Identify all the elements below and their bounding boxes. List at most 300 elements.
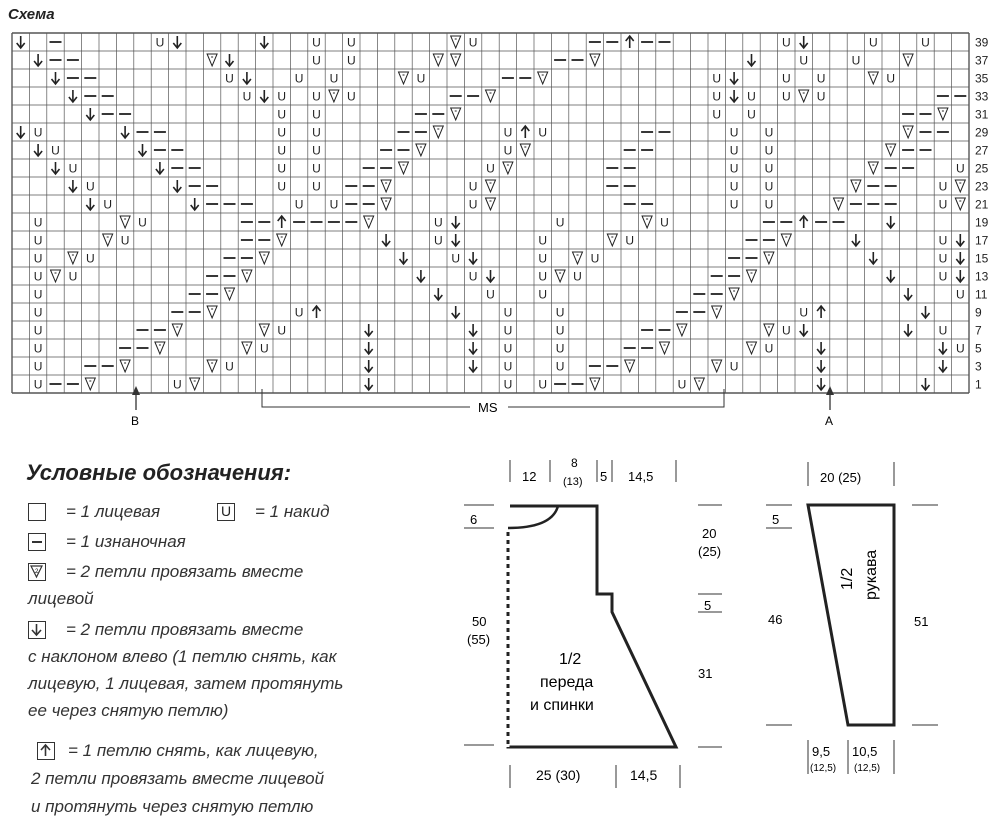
row-number: 35 xyxy=(975,71,989,86)
yarn-over-symbol xyxy=(312,108,321,122)
svg-text:U: U xyxy=(712,107,722,122)
sleeve-top-20: 20 (25) xyxy=(820,470,862,485)
yarn-over-symbol xyxy=(782,72,791,86)
k2tog-symbol xyxy=(903,54,913,66)
svg-text:U: U xyxy=(938,323,948,338)
yarn-over-symbol xyxy=(556,324,565,338)
ssk-left-symbol xyxy=(191,198,199,210)
yarn-over-symbol xyxy=(504,360,513,374)
k2tog-symbol xyxy=(520,144,530,156)
yarn-over-symbol xyxy=(921,36,930,50)
svg-text:U: U xyxy=(921,35,930,50)
row-number: 7 xyxy=(975,323,982,338)
svg-text:U: U xyxy=(68,161,78,176)
svg-text:U: U xyxy=(729,197,739,212)
k2tog-symbol xyxy=(868,72,878,84)
marker-a-label: A xyxy=(825,414,834,428)
svg-text:U: U xyxy=(468,197,478,212)
ssk-left-symbol xyxy=(800,36,808,48)
svg-text:U: U xyxy=(486,287,495,302)
yarn-over-symbol xyxy=(312,144,321,158)
svg-text:U: U xyxy=(712,71,722,86)
svg-text:U: U xyxy=(764,197,774,212)
yarn-over-symbol xyxy=(538,378,547,392)
ssk-left-symbol xyxy=(939,360,947,372)
stitch-grid xyxy=(17,36,967,392)
sleeve-height-51: 51 xyxy=(914,614,929,629)
yarn-over-symbol xyxy=(730,360,739,374)
svg-text:U: U xyxy=(277,89,287,104)
yarn-over-symbol xyxy=(939,198,948,212)
svg-text:U: U xyxy=(938,197,948,212)
yarn-over-symbol xyxy=(556,306,565,320)
k2tog-symbol xyxy=(938,108,948,120)
k2tog-symbol xyxy=(764,252,774,264)
svg-text:U: U xyxy=(816,89,826,104)
yarn-over-symbol xyxy=(312,180,321,194)
row-number: 17 xyxy=(975,233,989,248)
yarn-over-symbol xyxy=(469,36,478,50)
k2tog-symbol xyxy=(486,198,496,210)
svg-text:U: U xyxy=(955,287,965,302)
yarn-over-symbol xyxy=(434,216,443,230)
legend-heading: Условные обозначения: xyxy=(26,460,292,485)
ssk-left-symbol xyxy=(365,378,373,390)
legend-sk2p-line2: 2 петли провязать вместе лицевой xyxy=(31,769,325,788)
k2tog-symbol xyxy=(207,360,217,372)
svg-text:U: U xyxy=(346,53,356,68)
repeat-bracket-left xyxy=(262,389,470,407)
yarn-over-symbol xyxy=(295,306,304,320)
ssk-left-symbol xyxy=(365,360,373,372)
svg-text:U: U xyxy=(729,179,739,194)
grid-lines xyxy=(12,33,969,393)
svg-text:U: U xyxy=(955,341,965,356)
yarn-over-symbol xyxy=(86,180,95,194)
legend-purl: = 1 изнаночная xyxy=(66,532,186,551)
ssk-left-symbol xyxy=(469,252,477,264)
svg-text:U: U xyxy=(225,71,234,86)
yarn-over-symbol xyxy=(747,108,756,122)
svg-text:U: U xyxy=(312,161,321,176)
k2tog-symbol xyxy=(955,180,965,192)
ssk-left-symbol xyxy=(34,54,42,66)
k2tog-symbol xyxy=(747,342,757,354)
yarn-over-symbol xyxy=(556,216,565,230)
k2tog-symbol xyxy=(381,180,391,192)
row-number: 23 xyxy=(975,179,989,194)
yarn-over-symbol xyxy=(34,216,43,230)
sleeve-bottom-10-5: 10,5 xyxy=(852,744,878,759)
ssk-left-symbol xyxy=(243,72,251,84)
marker-b-label: B xyxy=(131,414,140,428)
ssk-left-symbol xyxy=(904,288,912,300)
k2tog-symbol xyxy=(155,342,165,354)
ssk-left-symbol xyxy=(365,342,373,354)
yarn-over-symbol xyxy=(347,54,356,68)
svg-text:U: U xyxy=(781,89,791,104)
sk2p-center-symbol xyxy=(800,216,808,228)
ssk-left-symbol xyxy=(69,180,77,192)
svg-text:U: U xyxy=(868,35,878,50)
ssk-left-symbol xyxy=(452,216,460,228)
ssk-left-symbol xyxy=(121,126,129,138)
k2tog-symbol xyxy=(120,216,130,228)
repeat-label: MS xyxy=(478,400,498,415)
yarn-over-symbol xyxy=(765,162,774,176)
svg-text:U: U xyxy=(503,143,513,158)
yarn-over-symbol xyxy=(277,108,286,122)
svg-text:U: U xyxy=(729,161,739,176)
svg-text:U: U xyxy=(33,269,43,284)
yarn-over-symbol xyxy=(939,252,948,266)
svg-text:U: U xyxy=(573,269,582,284)
svg-text:U: U xyxy=(312,89,321,104)
svg-text:U: U xyxy=(68,269,78,284)
k2tog-symbol xyxy=(120,360,130,372)
k2tog-symbol xyxy=(503,162,513,174)
yarn-over-symbol xyxy=(504,324,513,338)
row-number: 19 xyxy=(975,215,989,230)
k2tog-symbol xyxy=(68,252,78,264)
neckline xyxy=(508,506,558,528)
yarn-over-symbol xyxy=(939,270,948,284)
svg-text:U: U xyxy=(938,233,948,248)
k2tog-symbol xyxy=(573,252,583,264)
yarn-over-symbol xyxy=(312,126,321,140)
ssk-left-symbol xyxy=(260,90,268,102)
row-number: 1 xyxy=(975,377,982,392)
yarn-over-symbol xyxy=(782,324,791,338)
body-label-back: и спинки xyxy=(530,697,594,714)
svg-text:U: U xyxy=(468,179,478,194)
ssk-left-symbol xyxy=(156,162,164,174)
svg-text:U: U xyxy=(799,53,809,68)
svg-text:U: U xyxy=(799,305,809,320)
k2tog-symbol xyxy=(886,144,896,156)
k2tog-symbol xyxy=(399,162,409,174)
svg-text:U: U xyxy=(277,323,287,338)
yarn-over-symbol xyxy=(69,270,78,284)
ssk-left-symbol xyxy=(382,234,390,246)
k2tog-symbol xyxy=(625,360,635,372)
ssk-left-symbol xyxy=(869,252,877,264)
row-number: 33 xyxy=(975,89,989,104)
yarn-over-symbol xyxy=(277,162,286,176)
k2tog-symbol xyxy=(364,216,374,228)
body-height-50: 50 xyxy=(472,614,487,629)
yarn-over-symbol xyxy=(869,36,878,50)
yarn-over-symbol xyxy=(121,234,130,248)
yarn-over-symbol xyxy=(34,252,43,266)
k2tog-symbol xyxy=(660,342,670,354)
yarn-over-symbol xyxy=(730,162,739,176)
k2tog-symbol xyxy=(590,378,600,390)
body-top-5: 5 xyxy=(600,469,608,484)
k2tog-symbol xyxy=(207,54,217,66)
k2tog-symbol xyxy=(242,342,252,354)
yarn-over-symbol xyxy=(312,90,321,104)
legend-ssk-line1: = 2 петли провязать вместе xyxy=(66,620,304,639)
svg-text:U: U xyxy=(120,233,130,248)
yarn-over-symbol xyxy=(660,216,669,230)
ssk-left-symbol xyxy=(922,378,930,390)
yarn-over-symbol xyxy=(765,342,774,356)
svg-text:U: U xyxy=(155,35,165,50)
sk2p-symbol-icon xyxy=(37,742,55,760)
row-number: 31 xyxy=(975,107,989,122)
sleeve-bottom-12-5-a: (12,5) xyxy=(810,763,837,774)
yarn-over-symbol xyxy=(712,90,721,104)
k2tog-symbol xyxy=(955,198,965,210)
yarn-over-symbol xyxy=(469,270,478,284)
yarn-over-symbol xyxy=(538,270,547,284)
body-neck-6: 6 xyxy=(470,512,478,527)
k2tog-symbol xyxy=(712,360,722,372)
svg-text:U: U xyxy=(294,197,304,212)
yarn-over-symbol xyxy=(469,198,478,212)
svg-text:U: U xyxy=(468,35,478,50)
svg-text:U: U xyxy=(764,341,774,356)
yarn-over-symbol xyxy=(538,288,547,302)
k2tog-symbol xyxy=(416,144,426,156)
k2tog-symbol xyxy=(799,90,809,102)
k2tog-symbol xyxy=(172,324,182,336)
yarn-over-symbol xyxy=(730,198,739,212)
ssk-left-symbol xyxy=(852,234,860,246)
ssk-left-symbol xyxy=(956,270,964,282)
ssk-left-symbol xyxy=(487,270,495,282)
row-number: 5 xyxy=(975,341,982,356)
svg-text:U: U xyxy=(764,143,774,158)
svg-text:U: U xyxy=(33,215,43,230)
chart-title: Схема xyxy=(8,6,55,23)
svg-text:U: U xyxy=(138,215,147,230)
body-side-31: 31 xyxy=(698,666,713,681)
svg-text:U: U xyxy=(329,197,339,212)
svg-text:U: U xyxy=(660,215,669,230)
yarn-over-symbol xyxy=(330,72,339,86)
legend-k2tog-line1: = 2 петли провязать вместе xyxy=(66,562,304,581)
yarn-over-symbol xyxy=(138,216,147,230)
sleeve-bottom-9-5: 9,5 xyxy=(812,744,831,759)
k2tog-symbol xyxy=(607,234,617,246)
svg-text:U: U xyxy=(747,89,756,104)
yarn-over-symbol xyxy=(591,252,600,266)
repeat-bracket-right xyxy=(508,389,724,407)
body-top-14-5: 14,5 xyxy=(628,469,654,484)
svg-text:U: U xyxy=(277,179,287,194)
yarn-over-symbol xyxy=(34,360,43,374)
k2tog-symbol xyxy=(851,180,861,192)
yarn-over-symbol xyxy=(939,234,948,248)
ssk-left-symbol xyxy=(939,342,947,354)
svg-text:U: U xyxy=(555,215,565,230)
yarn-over-symbol xyxy=(312,36,321,50)
svg-text:U: U xyxy=(503,305,513,320)
ssk-left-symbol xyxy=(817,342,825,354)
legend-ssk-line3: лицевую, 1 лицевая, затем протянуть xyxy=(28,674,344,693)
sk2p-center-symbol xyxy=(278,216,286,228)
body-top-8: 8 xyxy=(571,456,578,470)
sk2p-center-symbol xyxy=(521,126,529,138)
k2tog-symbol xyxy=(486,90,496,102)
yarn-over-symbol xyxy=(34,270,43,284)
legend-knit: = 1 лицевая xyxy=(66,502,161,521)
k2tog-symbol-icon xyxy=(28,563,46,581)
svg-text:U: U xyxy=(312,125,321,140)
yarn-over-symbol xyxy=(34,234,43,248)
ssk-left-symbol xyxy=(400,252,408,264)
yarn-over-symbol xyxy=(747,90,756,104)
k2tog-symbol xyxy=(729,288,739,300)
svg-text:U: U xyxy=(938,179,948,194)
k2tog-symbol xyxy=(451,108,461,120)
yarn-over-symbol xyxy=(277,144,286,158)
yarn-over-symbol xyxy=(730,144,739,158)
yarn-over-symbol xyxy=(712,108,721,122)
svg-text:U: U xyxy=(851,53,861,68)
svg-text:U: U xyxy=(33,323,43,338)
ssk-left-symbol xyxy=(173,36,181,48)
ssk-left-symbol xyxy=(904,324,912,336)
svg-text:U: U xyxy=(781,71,791,86)
yarn-over-symbol xyxy=(34,306,43,320)
sleeve-outline xyxy=(808,505,894,725)
svg-text:U: U xyxy=(729,143,739,158)
yarn-over-symbol xyxy=(678,378,687,392)
svg-text:U: U xyxy=(503,323,513,338)
ssk-left-symbol xyxy=(226,54,234,66)
svg-text:U: U xyxy=(886,71,896,86)
yarn-over-symbol xyxy=(225,72,234,86)
yarn-over-symbol xyxy=(330,198,339,212)
sk2p-center-symbol xyxy=(626,36,634,48)
svg-text:U: U xyxy=(729,125,739,140)
svg-text:U: U xyxy=(503,125,513,140)
yarn-over-symbol xyxy=(556,360,565,374)
row-number: 37 xyxy=(975,53,989,68)
yarn-over-symbol xyxy=(34,342,43,356)
svg-text:U: U xyxy=(451,251,461,266)
ssk-left-symbol xyxy=(34,144,42,156)
svg-text:U: U xyxy=(590,251,600,266)
yarn-over-symbol xyxy=(295,72,304,86)
row-number: 13 xyxy=(975,269,989,284)
k2tog-symbol xyxy=(242,270,252,282)
svg-text:U: U xyxy=(277,143,287,158)
svg-text:U: U xyxy=(816,71,826,86)
ssk-left-symbol xyxy=(86,198,94,210)
legend-sk2p-line3: и протянуть через снятую петлю xyxy=(31,797,314,816)
svg-text:U: U xyxy=(242,89,252,104)
yarn-over-symbol xyxy=(817,72,826,86)
yarn-over-symbol xyxy=(939,180,948,194)
svg-text:U: U xyxy=(486,161,495,176)
k2tog-symbol xyxy=(834,198,844,210)
svg-text:U: U xyxy=(33,251,43,266)
knit-symbol-icon xyxy=(28,503,46,521)
yarn-over-symbol xyxy=(260,342,269,356)
svg-text:U: U xyxy=(33,125,43,140)
svg-text:U: U xyxy=(346,89,356,104)
svg-text:U: U xyxy=(294,305,304,320)
row-number: 25 xyxy=(975,161,989,176)
k2tog-symbol xyxy=(868,162,878,174)
ssk-left-symbol xyxy=(52,162,60,174)
ssk-left-symbol xyxy=(730,72,738,84)
row-number: 21 xyxy=(975,197,989,212)
svg-text:U: U xyxy=(625,233,635,248)
ssk-left-symbol xyxy=(52,72,60,84)
yarnover-symbol-icon: U xyxy=(217,503,235,521)
ssk-left-symbol xyxy=(452,234,460,246)
yarn-over-symbol xyxy=(34,378,43,392)
yarn-over-symbol xyxy=(765,180,774,194)
sk2p-center-symbol xyxy=(313,306,321,318)
k2tog-symbol xyxy=(590,54,600,66)
svg-text:U: U xyxy=(259,341,269,356)
svg-text:U: U xyxy=(312,107,321,122)
yarn-over-symbol xyxy=(765,198,774,212)
k2tog-symbol xyxy=(225,288,235,300)
svg-text:U: U xyxy=(729,359,739,374)
svg-text:U: U xyxy=(277,107,287,122)
row-number: 9 xyxy=(975,305,982,320)
sleeve-label-sleeve: рукава xyxy=(863,549,880,600)
marker-a-arrow-icon xyxy=(826,386,834,395)
ssk-left-symbol xyxy=(469,324,477,336)
svg-text:U: U xyxy=(103,197,113,212)
body-outline xyxy=(508,506,676,747)
svg-text:U: U xyxy=(677,377,687,392)
svg-text:U: U xyxy=(416,71,426,86)
ssk-left-symbol xyxy=(730,90,738,102)
row-number: 27 xyxy=(975,143,989,158)
k2tog-symbol xyxy=(259,324,269,336)
yarn-over-symbol xyxy=(782,36,791,50)
svg-text:U: U xyxy=(538,251,548,266)
k2tog-symbol xyxy=(764,324,774,336)
ssk-left-symbol xyxy=(365,324,373,336)
svg-text:U: U xyxy=(433,215,443,230)
yarn-over-symbol xyxy=(86,252,95,266)
ssk-left-symbol xyxy=(452,306,460,318)
body-label-half: 1/2 xyxy=(559,651,582,668)
svg-text:U: U xyxy=(538,269,548,284)
svg-text:U: U xyxy=(555,359,565,374)
yarn-over-symbol xyxy=(451,252,460,266)
svg-text:U: U xyxy=(938,251,948,266)
body-bottom-14-5: 14,5 xyxy=(630,767,658,783)
k2tog-symbol xyxy=(642,216,652,228)
k2tog-symbol xyxy=(677,324,687,336)
yarn-over-symbol xyxy=(956,288,965,302)
yarn-over-symbol xyxy=(277,180,286,194)
legend-ssk-line4: ее через снятую петлю) xyxy=(28,701,229,720)
body-top-13: (13) xyxy=(563,476,583,488)
yarn-over-symbol xyxy=(486,288,495,302)
k2tog-symbol xyxy=(190,378,200,390)
yarn-over-symbol xyxy=(765,144,774,158)
yarn-over-symbol xyxy=(486,162,495,176)
k2tog-symbol xyxy=(538,72,548,84)
row-numbers xyxy=(975,36,989,392)
svg-text:U: U xyxy=(747,107,756,122)
svg-text:U: U xyxy=(33,341,43,356)
svg-text:U: U xyxy=(764,161,774,176)
svg-text:U: U xyxy=(33,233,43,248)
